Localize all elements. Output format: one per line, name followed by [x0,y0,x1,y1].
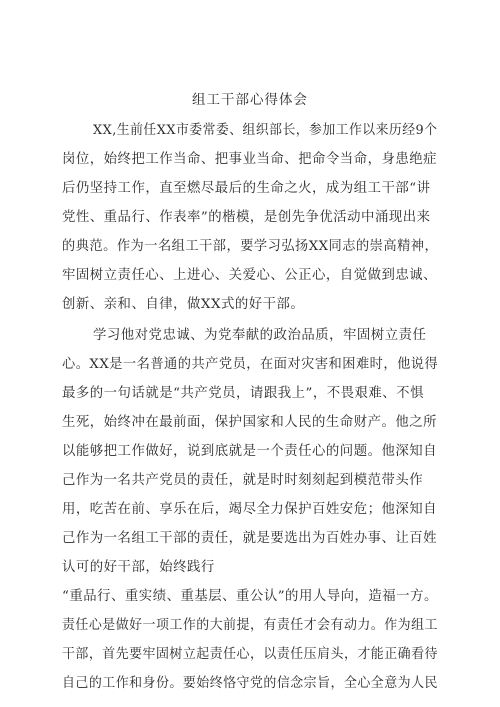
body-line: 己作为一名组工干部的责任，就是要选出为百姓办事、让百姓 [62,531,438,546]
body-line: 责任心是做好一项工作的大前提，有责任才会有动力。作为组工 [62,618,438,633]
body-line: 学习他对党忠诚、为党奉献的政治品质，牢固树立责任 [93,328,427,343]
document-title: 组工干部心得体会 [192,92,308,108]
body-line: 干部，首先要牢固树立起责任心，以责任压肩头，才能正确看待 [62,647,438,662]
body-line: 牢固树立责任心、上进心、关爱心、公正心，自觉做到忠诚、 [62,268,438,283]
body-line: 最多的一句话就是“共产党员，请跟我上”，不畏艰难、不惧 [62,386,424,401]
body-line: 后仍坚持工作，直至燃尽最后的生命之火，成为组工干部“讲 [62,181,431,196]
body-line: 的典范。作为一名组工干部，要学习弘扬XX同志的崇高精神， [62,239,439,254]
body-line: 心。XX是一名普通的共产党员，在面对灾害和困难时，他说得 [62,357,439,372]
body-line: “重品行、重实绩、重基层、重公认”的用人导向，造福一方。 [62,589,438,604]
body-line: XX,生前任XX市委常委、组织部长，参加工作以来历经9个 [93,123,438,138]
body-line: 党性、重品行、作表率”的楷模，是创先争优活动中涌现出来 [62,210,431,225]
body-line: 生死，始终冲在最前面，保护国家和人民的生命财产。他之所 [62,415,438,430]
body-line: 岗位，始终把工作当命、把事业当命、把命令当命，身患绝症 [62,152,438,167]
body-line: 己作为一名共产党员的责任，就是时时刻刻起到模范带头作 [62,473,424,488]
body-line: 以能够把工作做好，说到底就是一个责任心的问题。他深知自 [62,444,438,459]
body-line: 创新、亲和、自律，做XX式的好干部。 [62,297,305,312]
body-line: 用，吃苦在前、享乐在后，竭尽全力保护百姓安危；他深知自 [62,502,438,517]
body-line: 自己的工作和身份。要始终恪守党的信念宗旨，全心全意为人民 [62,676,438,691]
body-line: 认可的好干部，始终践行 [62,560,215,575]
